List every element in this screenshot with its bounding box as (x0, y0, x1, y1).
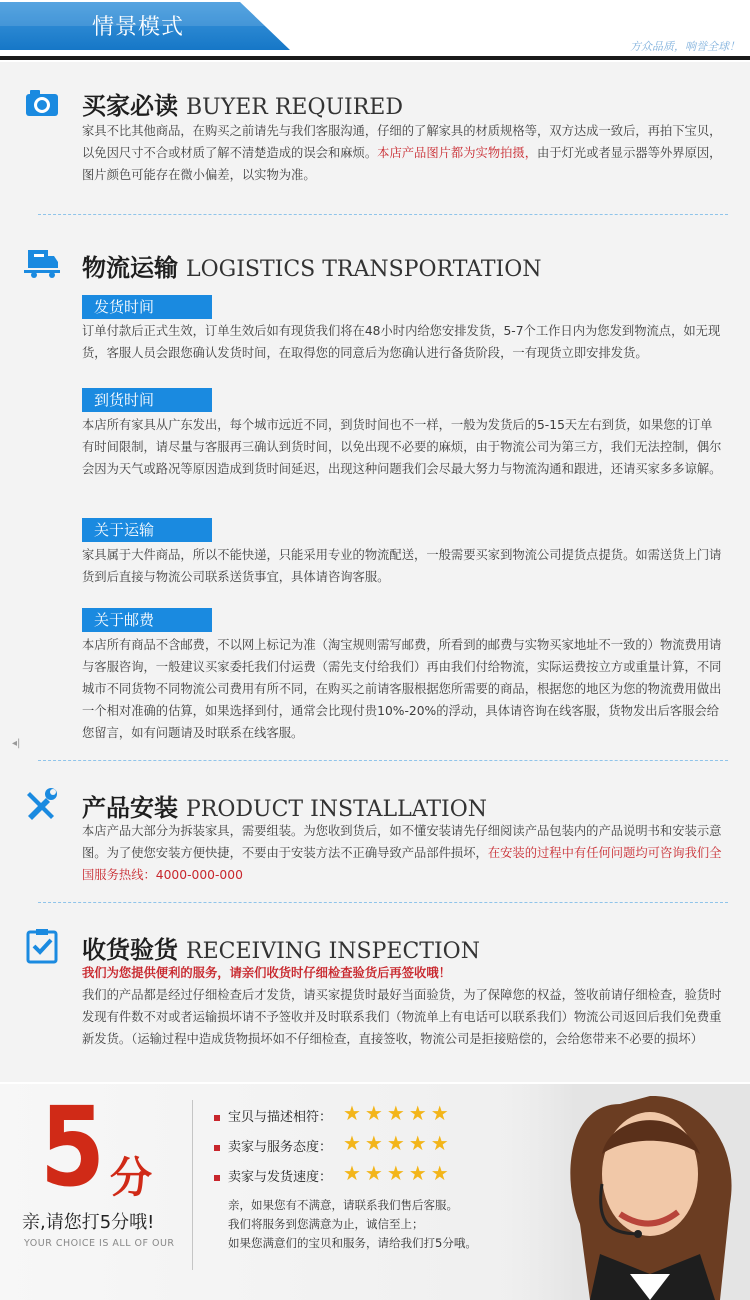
subtab-postage: 关于邮费 (82, 608, 212, 632)
section-title-cn: 物流运输 (82, 254, 178, 282)
section-title-install (82, 788, 487, 823)
buyer-text-part1: 家具不比其他商品，在购买之前请先与我们客服沟通，仔细的了解家具的材质规格等，双方达成一致后，再拍下宝贝，以免因尺寸不合或材质了解不清楚造成的误会和麻烦。 (82, 124, 722, 160)
rating-ask: 亲,请您打5分哦! (22, 1212, 155, 1233)
rating-choice: YOUR CHOICE IS ALL OF OUR (24, 1238, 175, 1249)
divider (38, 214, 728, 215)
header-divider (0, 56, 750, 60)
transport-text: 家具属于大件商品，所以不能快递，只能采用专业的物流配送，一般需要买家到物流公司提货点提货。如需送货上门请货到后直接与物流公司联系送货事宜，具体请咨询客服。 (82, 548, 722, 584)
star-rating: ★★★★★ (343, 1101, 453, 1125)
rating-note-line: 我们将服务到您满意为止，诚信至上； (228, 1217, 424, 1231)
section-title-en: BUYER REQUIRED (186, 95, 404, 120)
camera-icon (24, 86, 60, 122)
section-title-cn: 产品安装 (82, 794, 178, 822)
buyer-text-highlight: 本店产品图片都为实物拍摄， (377, 146, 538, 160)
divider (38, 760, 728, 761)
install-text-part1: 本店产品大部分为拆装家具，需要组装。为您收到货后，如不懂安装请先仔细阅读产品包装内的产品说明书和安装示意图。为了使您安装方便快捷，不要由于安装方法不正确导致产品部件损坏， (82, 824, 722, 860)
customer-service-photo (500, 1084, 750, 1300)
truck-icon (24, 244, 60, 280)
rating-label: 宝贝与描述相符： (228, 1110, 333, 1125)
ship-time-text: 订单付款后正式生效，订单生效后如有现货我们将在48小时内给您安排发货，5-7个工作日内为您发到物流点，如无现货，客服人员会跟您确认发货时间，在取得您的同意后为您确认进行备货阶段，一有现货立即安排发货。 (82, 324, 721, 360)
subtab-ship-time: 发货时间 (82, 295, 212, 319)
receiving-warning-text: 我们为您提供便利的服务，请亲们收货时仔细检查验货后再签收哦！ (82, 966, 451, 980)
rating-row-description (214, 1106, 332, 1125)
slogan: 方众品质，响誉全球！ (630, 40, 740, 53)
section-title-en: PRODUCT INSTALLATION (186, 797, 488, 822)
tools-icon (24, 786, 60, 822)
collapse-arrow-icon[interactable]: ◂| (12, 738, 21, 749)
rating-divider (192, 1100, 193, 1270)
section-title-cn: 买家必读 (82, 92, 178, 120)
clipboard-check-icon (24, 928, 60, 964)
install-hotline: 在安装的过程中有任何问题均可咨询我们全国服务热线：4000-000-000 (82, 846, 722, 882)
rating-label: 卖家与服务态度： (228, 1140, 333, 1155)
install-text (82, 820, 722, 886)
subtab-arrival-time: 到货时间 (82, 388, 212, 412)
page-title: 情景模式 (92, 15, 185, 40)
section-title-cn: 收货验货 (82, 936, 178, 964)
rating-row-shipping (214, 1166, 332, 1185)
buyer-text (82, 120, 722, 186)
score-unit: 分 (110, 1153, 153, 1202)
rating-label: 卖家与发货速度： (228, 1170, 333, 1185)
rating-note-line: 亲，如果您有不满意，请联系我们售后客服。 (228, 1198, 458, 1212)
rating-note (228, 1196, 528, 1253)
section-title-buyer (82, 86, 403, 121)
rating-note-line: 如果您满意们的宝贝和服务，请给我们打5分哦。 (228, 1236, 477, 1250)
bullet-icon (214, 1145, 220, 1151)
divider (38, 902, 728, 903)
rating-row-service (214, 1136, 332, 1155)
receiving-text: 我们的产品都是经过仔细检查后才发货，请买家提货时最好当面验货，为了保障您的权益，签收前请仔细检查，验货时发现有件数不对或者运输损坏请不予签收并及时联系我们（物流单上有电话可以联系我们）物流公司返回后我们免费重新发货。（运输过程中造成货物损坏如不仔细检查，直接签收，物流公司是拒接赔偿的，会给您带来不必要的损坏） (82, 988, 722, 1046)
header (0, 0, 750, 60)
bullet-icon (214, 1175, 220, 1181)
bullet-icon (214, 1115, 220, 1121)
subtab-transport: 关于运输 (82, 518, 212, 542)
big-score-number: 5 (40, 1083, 106, 1211)
arrival-time-text: 本店所有家具从广东发出，每个城市远近不同，到货时间也不一样，一般为发货后的5-15天左右到货，如果您的订单有时间限制，请尽量与客服再三确认到货时间，以免出现不必要的麻烦，由于物流公司为第三方，我们无法控制，偶尔会因为天气或路况等原因造成到货时间延迟，出现这种问题我们会尽最大努力与物流沟通和跟进，还请买家多多谅解。 (82, 418, 722, 476)
postage-text: 本店所有商品不含邮费，不以网上标记为准（淘宝规则需写邮费，所看到的邮费与实物买家地址不一致的）物流费用请与客服咨询，一般建议买家委托我们付运费（需先支付给我们）再由我们付给物流，实际运费按立方或重量计算，不同城市不同货物不同物流公司费用有所不同，在购买之前请客服根据您所需要的商品，根据您的地区为您的物流费用做出一个相对准确的估算，如果选择到付，通常会比现付贵10%-20%的浮动，具体请咨询在线客服，货物发出后客服会给您留言，如有问题请及时联系在线客服。 (82, 638, 722, 740)
star-rating: ★★★★★ (343, 1131, 453, 1155)
section-title-en: RECEIVING INSPECTION (186, 939, 480, 964)
section-title-receiving (82, 930, 480, 965)
receiving-warning (82, 962, 722, 984)
section-title-en: LOGISTICS TRANSPORTATION (186, 257, 542, 282)
section-title-logistics (82, 248, 542, 283)
buyer-text-part2: 由于灯光或者显示器等外界原因，图片颜色可能存在微小偏差，以实物为准。 (82, 146, 722, 182)
star-rating: ★★★★★ (343, 1161, 453, 1185)
